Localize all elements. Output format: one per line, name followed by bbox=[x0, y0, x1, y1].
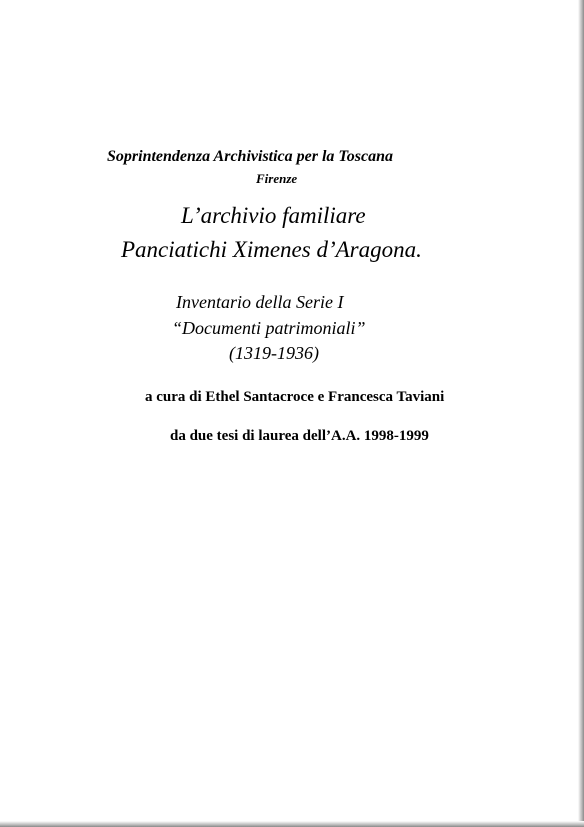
thesis-line: da due tesi di laurea dell’A.A. 1998-1999 bbox=[170, 428, 429, 444]
page-shadow-bottom bbox=[0, 821, 584, 827]
title-line-1: L’archivio familiare bbox=[181, 203, 366, 228]
subtitle-date-range: (1319-1936) bbox=[229, 343, 319, 363]
page-shadow-right bbox=[578, 0, 584, 827]
subtitle-line-1: Inventario della Serie I bbox=[176, 292, 344, 312]
title-line-2: Panciatichi Ximenes d’Aragona. bbox=[121, 237, 422, 262]
authors-line: a cura di Ethel Santacroce e Francesca Taviani bbox=[145, 389, 445, 405]
subtitle-line-2: “Documenti patrimoniali” bbox=[172, 318, 366, 338]
city-name: Firenze bbox=[256, 171, 298, 186]
institution-name: Soprintendenza Archivistica per la Toscana bbox=[107, 148, 393, 165]
